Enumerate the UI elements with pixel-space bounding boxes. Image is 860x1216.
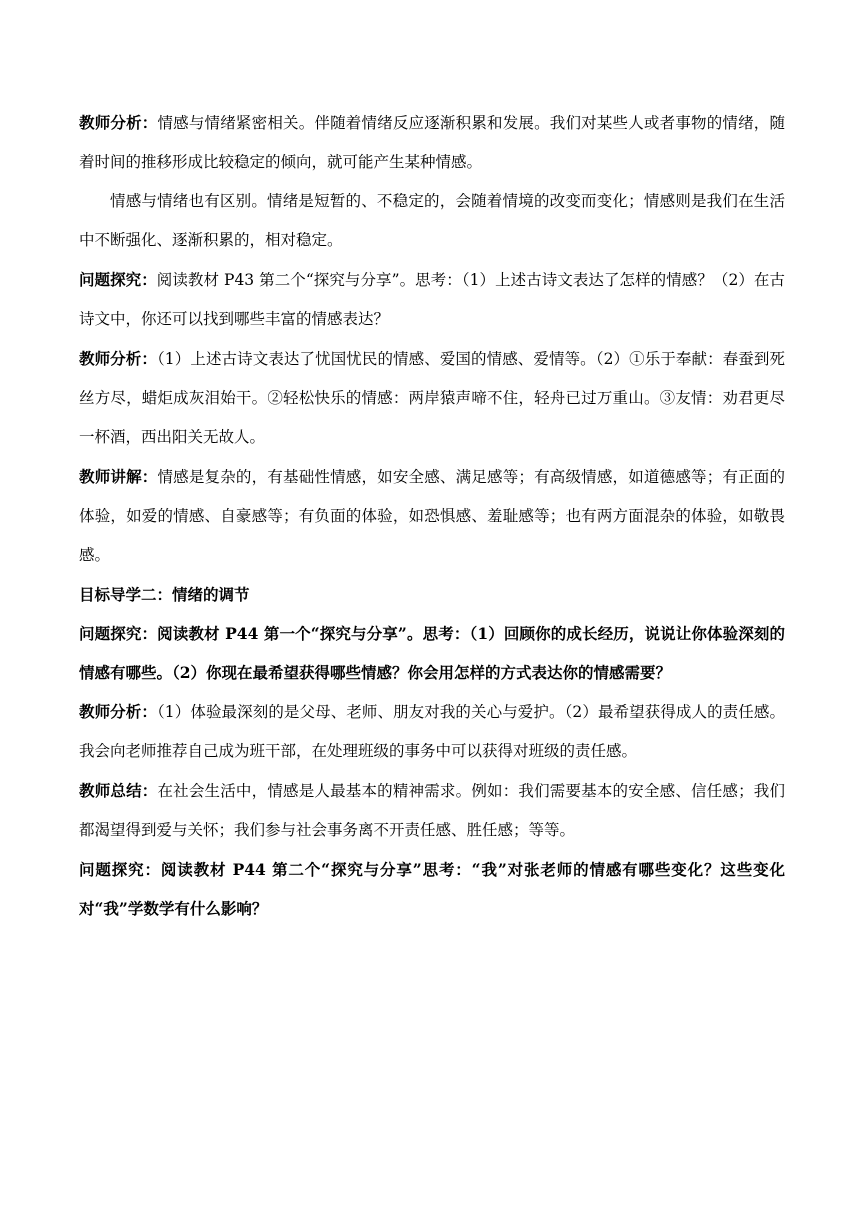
paragraph-label: 教师分析：: [79, 702, 157, 721]
paragraph-label: 教师分析：: [79, 349, 157, 368]
paragraph-text: 情感与情绪也有区别。情绪是短暂的、不稳定的，会随着情境的改变而变化；情感则是我们在生活中不断强化、逐渐积累的，相对稳定。: [79, 192, 785, 249]
section-heading: 目标导学二：情绪的调节: [79, 585, 250, 604]
paragraph-label: 教师讲解：: [79, 467, 158, 486]
paragraph-text: （1）上述古诗文表达了忧国忧民的情感、爱国的情感、爱情等。（2）①乐于奉献：春蚕到死丝方尽，蜡炬成灰泪始干。②轻松快乐的情感：两岸猿声啼不住，轻舟已过万重山。③友情：劝君更尽一杯酒，西出阳关无故人。: [79, 350, 785, 446]
question-paragraph-2: 问题探究：阅读教材 P44 第二个“探究与分享”思考：“我”对张老师的情感有哪些变化？这些变化对“我”学数学有什么影响？: [79, 860, 785, 918]
paragraph-5: [79, 457, 785, 575]
paragraph-9: [79, 771, 785, 850]
paragraph-1: [79, 103, 785, 182]
paragraph-text: 阅读教材 P43 第二个“探究与分享”。思考：（1）上述古诗文表达了怎样的情感？（2）在古诗文中，你还可以找到哪些丰富的情感表达？: [79, 271, 785, 328]
paragraph-4: [79, 339, 785, 457]
paragraph-text: 在社会生活中，情感是人最基本的精神需求。例如：我们需要基本的安全感、信任感；我们都渴望得到爱与关怀；我们参与社会事务离不开责任感、胜任感；等等。: [79, 782, 785, 839]
paragraph-text: 情感与情绪紧密相关。伴随着情绪反应逐渐积累和发展。我们对某些人或者事物的情绪，随着时间的推移形成比较稳定的倾向，就可能产生某种情感。: [79, 114, 785, 171]
paragraph-2: [79, 182, 785, 260]
paragraph-label: 教师总结：: [79, 781, 158, 800]
paragraph-8: [79, 692, 785, 771]
document-page: [79, 103, 785, 928]
paragraph-text: 情感是复杂的，有基础性情感，如安全感、满足感等；有高级情感，如道德感等；有正面的体验，如爱的情感、自豪感等；有负面的体验，如恐惧感、羞耻感等；也有两方面混杂的体验，如敬畏感。: [79, 468, 785, 564]
paragraph-text: （1）体验最深刻的是父母、老师、朋友对我的关心与爱护。（2）最希望获得成人的责任感。我会向老师推荐自己成为班干部，在处理班级的事务中可以获得对班级的责任感。: [79, 703, 785, 760]
paragraph-3: [79, 260, 785, 339]
paragraph-label: 问题探究：: [79, 270, 157, 289]
paragraph-label: 教师分析：: [79, 113, 158, 132]
question-paragraph-1: 问题探究：阅读教材 P44 第一个“探究与分享”。思考：（1）回顾你的成长经历，说说让你体验深刻的情感有哪些。（2）你现在最希望获得哪些情感？你会用怎样的方式表达你的情感需要？: [79, 624, 785, 682]
